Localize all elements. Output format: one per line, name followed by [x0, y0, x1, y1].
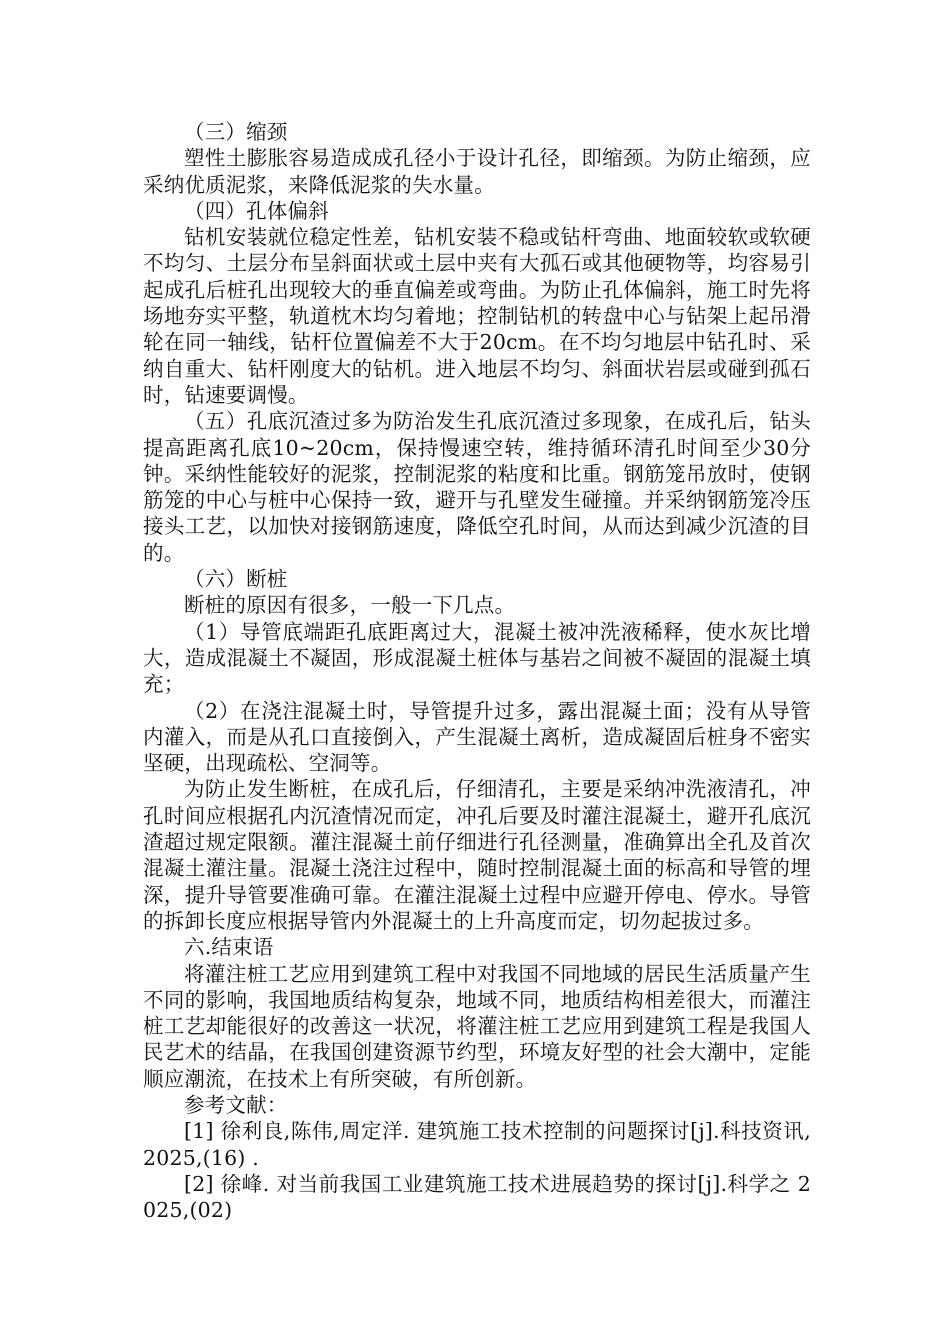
section-heading-hole-deviation: （四）孔体偏斜	[184, 198, 329, 223]
paragraph-shrinkage: 塑性土膨胀容易造成成孔径小于设计孔径，即缩颈。为防止缩颈，应采纳优质泥浆，来降低泥浆的失水量。	[143, 146, 811, 197]
document-body	[143, 119, 811, 1223]
references-heading: 参考文献：	[184, 1092, 288, 1117]
section-heading-broken-pile: （六）断桩	[184, 567, 288, 592]
reference-item: [2] 徐峰. 对当前我国工业建筑施工技术进展趋势的探讨[j].科学之 2025,(02)	[143, 1171, 811, 1223]
paragraph-conclusion: 将灌注桩工艺应用到建筑工程中对我国不同地域的居民生活质量产生不同的影响，我国地质结构复杂，地域不同，地质结构相差很大，而灌注桩工艺却能很好的改善这一状况，将灌注桩工艺应用到建筑工程是我国人民艺术的结晶，在我国创建资源节约型，环境友好型的社会大潮中，定能顺应潮流，在技术上有所突破，有所创新。	[143, 961, 811, 1091]
section-heading-conclusion: 六.结束语	[184, 935, 274, 960]
paragraph-broken-pile-cause-1: （1）导管底端距孔底距离过大，混凝土被冲洗液稀释，使水灰比增大，造成混凝土不凝固，形成混凝土桩体与基岩之间被不凝固的混凝土填充；	[143, 619, 811, 697]
section-heading-shrinkage: （三）缩颈	[184, 120, 288, 144]
paragraph-hole-deviation: 钻机安装就位稳定性差，钻机安装不稳或钻杆弯曲、地面较软或软硬不均匀、土层分布呈斜面状或土层中夹有大孤石或其他硬物等，均容易引起成孔后桩孔出现较大的垂直偏差或弯曲。为防止孔体偏斜，施工时先将场地夯实平整，轨道枕木均匀着地；控制钻机的转盘中心与钻架上起吊滑轮在同一轴线，钻杆位置偏差不大于20cm。在不均匀地层中钻孔时、采纳自重大、钻杆刚度大的钻机。进入地层不均匀、斜面状岩层或碰到孤石时，钻速要调慢。	[143, 225, 811, 407]
paragraph-broken-pile-prevention: 为防止发生断桩，在成孔后，仔细清孔，主要是采纳冲洗液清孔，冲孔时间应根据孔内沉渣情况而定，冲孔后要及时灌注混凝土，避开孔底沉渣超过规定限额。灌注混凝土前仔细进行孔径测量，准确算出全孔及首次混凝土灌注量。混凝土浇注过程中，随时控制混凝土面的标高和导管的埋深，提升导管要准确可靠。在灌注混凝土过程中应避开停电、停水。导管的拆卸长度应根据导管内外混凝土的上升高度而定，切勿起拔过多。	[143, 777, 811, 933]
reference-item: [1] 徐利良,陈伟,周定洋. 建筑施工技术控制的问题探讨[j].科技资讯, 2025,(16) .	[143, 1119, 811, 1170]
paragraph-sediment: （五）孔底沉渣过多为防治发生孔底沉渣过多现象，在成孔后，钻头提高距离孔底10~20cm，保持慢速空转，维持循环清孔时间至少30分钟。采纳性能较好的泥浆，控制泥浆的粘度和比重。钢筋笼吊放时，使钢筋笼的中心与桩中心保持一致，避开与孔壁发生碰撞。并采纳钢筋笼冷压接头工艺，以加快对接钢筋速度，降低空孔时间，从而达到减少沉渣的目的。	[143, 409, 811, 565]
paragraph-broken-pile-cause-2: （2）在浇注混凝土时，导管提升过多，露出混凝土面；没有从导管内灌入，而是从孔口直接倒入，产生混凝土离析，造成凝固后桩身不密实坚硬，出现疏松、空洞等。	[143, 698, 811, 776]
paragraph-broken-pile-intro: 断桩的原因有很多，一般一下几点。	[184, 593, 516, 618]
